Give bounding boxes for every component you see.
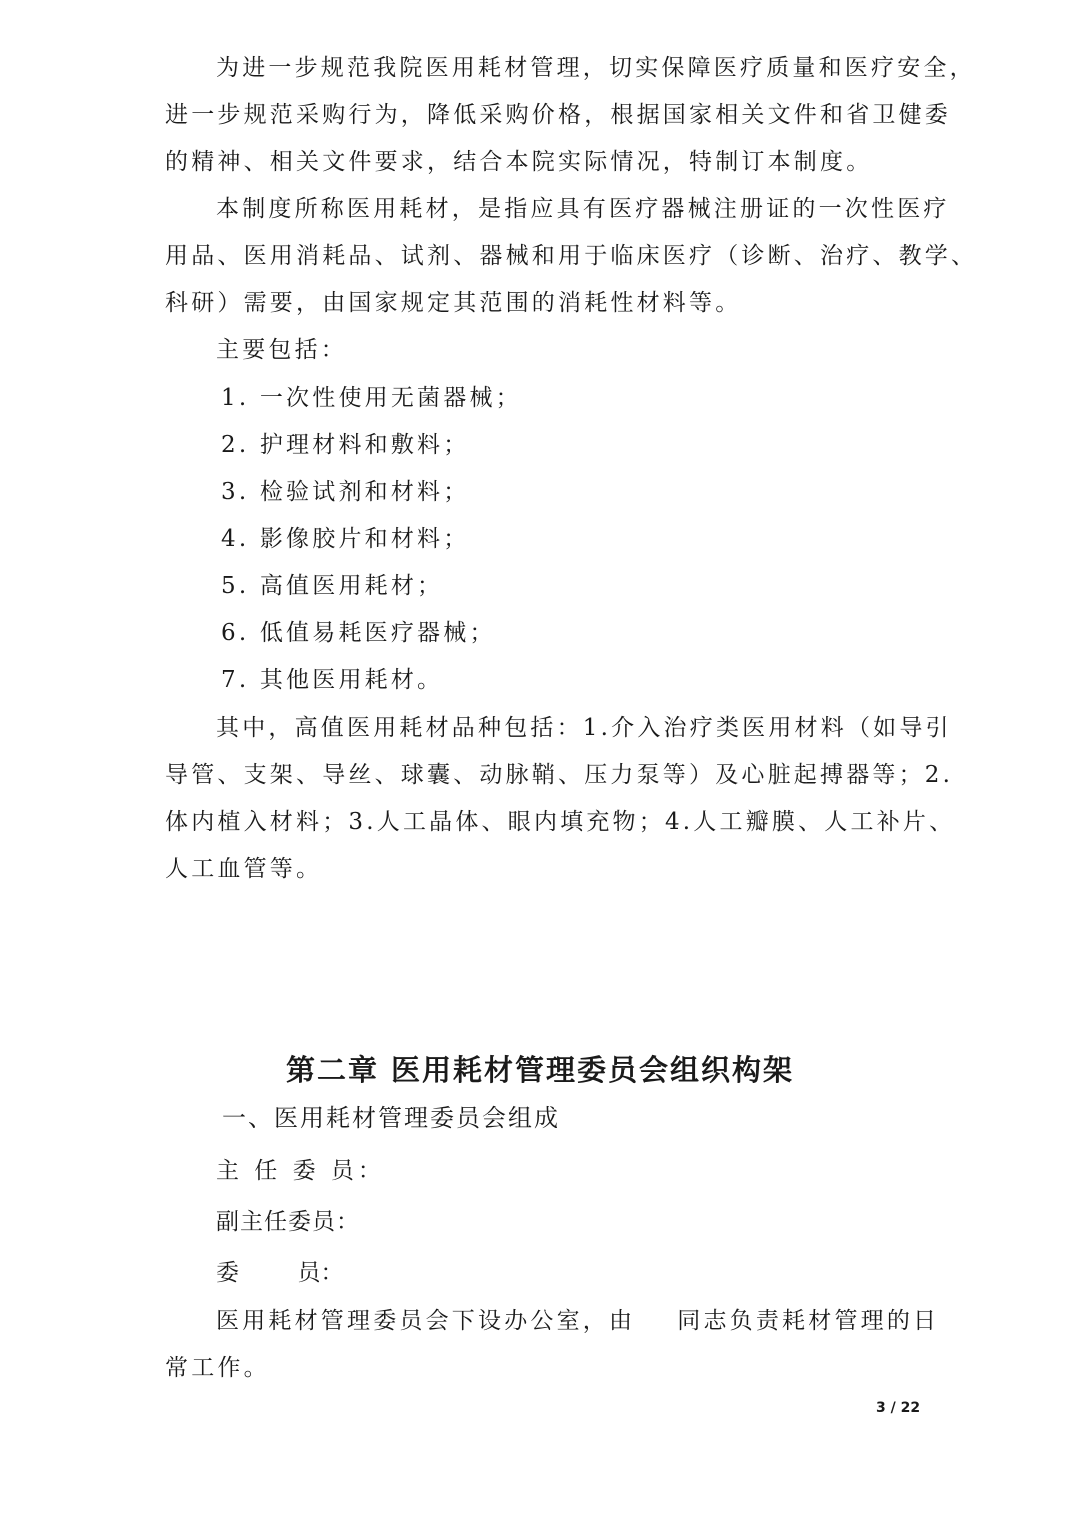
high-value-paragraph-line-4: 人工血管等。 xyxy=(165,856,323,882)
list-item: 6. 低值易耗医疗器械； xyxy=(221,620,496,646)
office-paragraph-line-2: 常工作。 xyxy=(165,1355,270,1381)
high-value-paragraph-line-2: 导管、支架、导丝、球囊、动脉鞘、压力泵等）及心脏起搏器等；2. xyxy=(165,762,954,788)
definition-paragraph-line-2: 用品、医用消耗品、试剂、器械和用于临床医疗（诊断、治疗、教学、 xyxy=(165,243,978,269)
includes-label: 主要包括： xyxy=(216,337,347,363)
list-item: 1. 一次性使用无菌器械； xyxy=(221,385,522,411)
list-item: 7. 其他医用耗材。 xyxy=(221,667,444,693)
high-value-paragraph-line-1: 其中，高值医用耗材品种包括：1.介入治疗类医用材料（如导引 xyxy=(216,715,952,741)
high-value-paragraph-line-3: 体内植入材料；3.人工晶体、眼内填充物；4.人工瓣膜、人工补片、 xyxy=(165,809,956,835)
chapter-title: 第二章 医用耗材管理委员会组织构架 xyxy=(285,1053,795,1087)
page-number: 3 / 22 xyxy=(876,1400,921,1416)
intro-paragraph-line-3: 的精神、相关文件要求，结合本院实际情况，特制订本制度。 xyxy=(165,149,873,175)
member-label: 委 员： xyxy=(216,1260,344,1286)
intro-paragraph-line-1: 为进一步规范我院医用耗材管理，切实保障医疗质量和医疗安全， xyxy=(216,55,976,81)
intro-paragraph-line-2: 进一步规范采购行为，降低采购价格，根据国家相关文件和省卫健委 xyxy=(165,102,951,128)
list-item: 2. 护理材料和敷料； xyxy=(221,432,470,458)
list-item: 5. 高值医用耗材； xyxy=(221,573,444,599)
definition-paragraph-line-1: 本制度所称医用耗材，是指应具有医疗器械注册证的一次性医疗 xyxy=(216,196,950,222)
vice-director-label: 副主任委员： xyxy=(216,1209,360,1235)
section-subtitle: 一、医用耗材管理委员会组成 xyxy=(222,1104,560,1132)
office-paragraph-line-1: 医用耗材管理委员会下设办公室，由 同志负责耗材管理的日 xyxy=(216,1308,940,1334)
list-item: 3. 检验试剂和材料； xyxy=(221,479,470,505)
definition-paragraph-line-3: 科研）需要，由国家规定其范围的消耗性材料等。 xyxy=(165,290,742,316)
list-item: 4. 影像胶片和材料； xyxy=(221,526,470,552)
director-label: 主 任 委 员： xyxy=(216,1158,385,1184)
